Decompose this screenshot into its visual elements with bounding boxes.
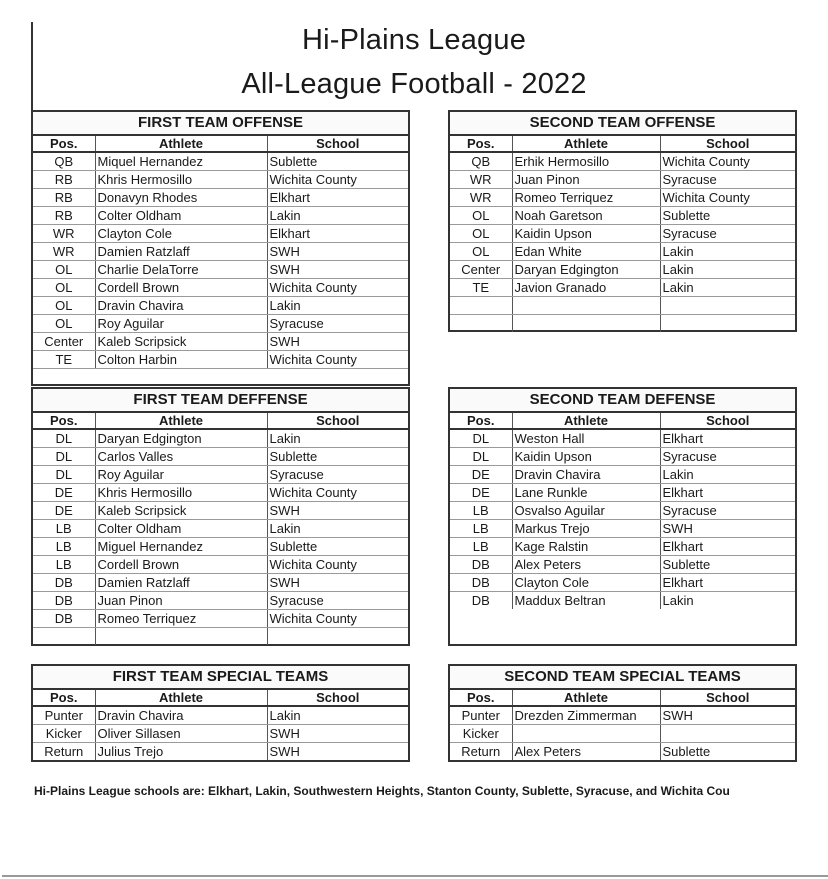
position-cell: QB [33, 152, 95, 171]
school-cell [660, 725, 795, 743]
section-title: FIRST TEAM OFFENSE [33, 112, 408, 136]
athlete-header: Athlete [95, 413, 267, 429]
athlete-header: Athlete [95, 136, 267, 152]
athlete-cell: Donavyn Rhodes [95, 189, 267, 207]
school-cell: Wichita County [267, 556, 408, 574]
position-cell: DE [450, 466, 512, 484]
athlete-cell: Damien Ratzlaff [95, 574, 267, 592]
position-cell: DL [33, 448, 95, 466]
table-row [33, 725, 408, 743]
table-row [33, 448, 408, 466]
school-cell: Elkhart [660, 429, 795, 448]
position-cell: LB [33, 538, 95, 556]
athlete-cell [512, 297, 660, 315]
school-cell: SWH [660, 706, 795, 725]
position-cell: DB [450, 574, 512, 592]
school-cell: Syracuse [267, 315, 408, 333]
table-row [33, 743, 408, 761]
roster-table [33, 690, 408, 760]
athlete-header: Athlete [512, 690, 660, 706]
athlete-cell: Roy Aguilar [95, 315, 267, 333]
athlete-cell: Erhik Hermosillo [512, 152, 660, 171]
school-cell: Syracuse [267, 466, 408, 484]
athlete-header: Athlete [512, 413, 660, 429]
school-cell: Lakin [662, 593, 694, 608]
athlete-cell: Juan Pinon [512, 171, 660, 189]
position-cell: RB [33, 189, 95, 207]
position-cell: Return [450, 743, 512, 761]
section-title: FIRST TEAM SPECIAL TEAMS [33, 666, 408, 690]
athlete-cell: Cordell Brown [95, 556, 267, 574]
school-cell: Wichita County [267, 484, 408, 502]
table-row [450, 484, 795, 502]
position-cell: OL [450, 207, 512, 225]
roster-table [33, 136, 408, 386]
position-cell: DB [450, 556, 512, 574]
spacer-cell [33, 369, 408, 387]
athlete-header: Athlete [512, 136, 660, 152]
athlete-cell: Romeo Terriquez [512, 189, 660, 207]
school-cell: Sublette [662, 744, 711, 759]
table-row [33, 171, 408, 189]
table-row [33, 538, 408, 556]
school-cell: Sublette [267, 538, 408, 556]
table-row [33, 315, 408, 333]
section-title: SECOND TEAM SPECIAL TEAMS [450, 666, 795, 690]
table-row [33, 243, 408, 261]
athlete-cell: Weston Hall [512, 429, 660, 448]
table-row [450, 152, 795, 171]
athlete-cell: Miquel Hernandez [95, 152, 267, 171]
school-cell: Wichita County [267, 279, 408, 297]
section-title: FIRST TEAM DEFFENSE [33, 389, 408, 413]
athlete-cell: Clayton Cole [95, 225, 267, 243]
position-cell: Punter [33, 706, 95, 725]
school-header: School [660, 136, 795, 152]
athlete-cell: Markus Trejo [512, 520, 660, 538]
athlete-cell [512, 315, 660, 333]
position-cell: RB [33, 171, 95, 189]
position-cell [450, 297, 512, 315]
position-cell: OL [33, 315, 95, 333]
table-row [450, 502, 795, 520]
school-cell: Sublette [267, 152, 408, 171]
school-cell: Elkhart [660, 484, 795, 502]
school-cell: Lakin [660, 466, 795, 484]
position-cell: OL [450, 243, 512, 261]
athlete-cell: Dravin Chavira [512, 466, 660, 484]
position-cell: LB [450, 520, 512, 538]
table-row [450, 207, 795, 225]
school-cell: Syracuse [660, 225, 795, 243]
table-row [450, 448, 795, 466]
athlete-cell: Roy Aguilar [95, 466, 267, 484]
school-cell: Sublette [660, 207, 795, 225]
position-cell: DB [33, 610, 95, 628]
roster-table [450, 690, 795, 760]
table-row [33, 189, 408, 207]
document-subtitle: All-League Football - 2022 [241, 68, 587, 100]
section-title: SECOND TEAM OFFENSE [450, 112, 795, 136]
table-row [33, 152, 408, 171]
athlete-cell: Daryan Edgington [512, 261, 660, 279]
athlete-cell: Julius Trejo [95, 743, 267, 761]
school-cell [660, 315, 795, 333]
school-cell: Lakin [267, 207, 408, 225]
position-cell: OL [450, 225, 512, 243]
first-team-defense-table [31, 387, 410, 646]
school-cell: Syracuse [660, 448, 795, 466]
athlete-cell: Romeo Terriquez [95, 610, 267, 628]
second-team-offense-table [448, 110, 797, 332]
position-cell: DB [33, 592, 95, 610]
school-cell: Sublette [660, 556, 795, 574]
athlete-cell: Dravin Chavira [95, 297, 267, 315]
school-cell: Lakin [267, 297, 408, 315]
position-cell: WR [33, 243, 95, 261]
position-cell: TE [33, 351, 95, 369]
athlete-cell: Kaidin Upson [512, 448, 660, 466]
spacer-row [33, 369, 408, 387]
school-cell: Syracuse [660, 502, 795, 520]
roster-table [33, 413, 408, 645]
athlete-cell: Colter Oldham [95, 520, 267, 538]
table-row [33, 333, 408, 351]
athlete-cell: Clayton Cole [512, 574, 660, 592]
athlete-cell: Kaleb Scripsick [95, 333, 267, 351]
position-cell: DB [33, 574, 95, 592]
pos-header: Pos. [33, 413, 95, 429]
position-cell: Center [450, 261, 512, 279]
table-row [450, 429, 795, 448]
table-row [33, 556, 408, 574]
table-row [33, 297, 408, 315]
position-cell: DE [33, 502, 95, 520]
table-row [450, 171, 795, 189]
school-header: School [267, 136, 408, 152]
position-cell: WR [450, 189, 512, 207]
athlete-cell: Alex Peters [512, 743, 660, 761]
athlete-cell: Edan White [512, 243, 660, 261]
athlete-cell: Charlie DelaTorre [95, 261, 267, 279]
position-cell: Return [33, 743, 95, 761]
position-cell: RB [33, 207, 95, 225]
position-cell: DL [33, 429, 95, 448]
first-team-special-teams-table [31, 664, 410, 762]
school-cell [660, 297, 795, 315]
school-header: School [267, 413, 408, 429]
school-cell: SWH [267, 725, 408, 743]
position-cell: Center [33, 333, 95, 351]
table-row [33, 261, 408, 279]
school-cell: SWH [267, 502, 408, 520]
athlete-cell: Drezden Zimmerman [512, 706, 660, 725]
athlete-cell: Dravin Chavira [95, 706, 267, 725]
table-row [450, 225, 795, 243]
position-cell: DL [450, 429, 512, 448]
table-row [450, 297, 795, 315]
school-header: School [660, 413, 795, 429]
position-cell: DB [450, 592, 512, 610]
table-row [33, 574, 408, 592]
school-header: School [660, 690, 795, 706]
school-cell: Elkhart [267, 225, 408, 243]
athlete-cell [95, 628, 267, 646]
table-row [450, 243, 795, 261]
athlete-cell: Kaleb Scripsick [95, 502, 267, 520]
school-cell: Lakin [267, 520, 408, 538]
position-cell: LB [450, 502, 512, 520]
athlete-cell: Cordell Brown [95, 279, 267, 297]
position-cell: Punter [450, 706, 512, 725]
school-cell: SWH [267, 261, 408, 279]
school-cell [267, 628, 408, 646]
school-cell: Lakin [660, 243, 795, 261]
table-row [450, 592, 795, 610]
athlete-cell: Damien Ratzlaff [95, 243, 267, 261]
school-cell: Sublette [267, 448, 408, 466]
table-row [450, 520, 795, 538]
position-cell: LB [33, 520, 95, 538]
table-row [33, 351, 408, 369]
athlete-cell: Oliver Sillasen [95, 725, 267, 743]
school-cell: Lakin [267, 706, 408, 725]
school-cell: SWH [267, 333, 408, 351]
school-cell: Wichita County [267, 171, 408, 189]
position-cell: OL [33, 279, 95, 297]
table-row [450, 556, 795, 574]
table-row [450, 725, 795, 743]
athlete-cell: Daryan Edgington [95, 429, 267, 448]
athlete-cell: Lane Runkle [512, 484, 660, 502]
athlete-cell: Khris Hermosillo [95, 484, 267, 502]
position-cell: OL [33, 261, 95, 279]
table-row [450, 706, 795, 725]
table-row [450, 466, 795, 484]
position-cell: QB [450, 152, 512, 171]
table-row [450, 315, 795, 333]
school-cell: SWH [269, 744, 300, 759]
position-cell: TE [450, 279, 512, 297]
table-row [450, 261, 795, 279]
athlete-cell: Kaidin Upson [512, 225, 660, 243]
table-row [33, 610, 408, 628]
position-cell: LB [450, 538, 512, 556]
section-title: SECOND TEAM DEFENSE [450, 389, 795, 413]
position-cell: WR [450, 171, 512, 189]
position-cell: WR [33, 225, 95, 243]
table-row [33, 207, 408, 225]
footer-note: Hi-Plains League schools are: Elkhart, Lakin, Southwestern Heights, Stanton County, Sublette, Syracuse, and Wichita Cou [34, 784, 730, 798]
athlete-cell: Colton Harbin [95, 351, 267, 369]
position-cell: Kicker [33, 725, 95, 743]
table-row [33, 502, 408, 520]
league-title: Hi-Plains League [301, 24, 527, 56]
table-row [33, 225, 408, 243]
first-team-offense-table [31, 110, 410, 386]
school-cell: Syracuse [660, 171, 795, 189]
table-row [450, 743, 795, 761]
position-cell [33, 628, 95, 646]
school-cell: SWH [267, 574, 408, 592]
school-cell: Lakin [660, 279, 795, 297]
position-cell: DL [450, 448, 512, 466]
table-row [33, 628, 408, 646]
table-row [33, 279, 408, 297]
table-row [450, 189, 795, 207]
table-row [33, 429, 408, 448]
school-cell: SWH [660, 520, 795, 538]
table-row [33, 466, 408, 484]
roster-table [450, 413, 795, 609]
second-team-special-teams-table [448, 664, 797, 762]
school-cell: Lakin [267, 429, 408, 448]
pos-header: Pos. [450, 690, 512, 706]
athlete-cell: Carlos Valles [95, 448, 267, 466]
position-cell: DL [33, 466, 95, 484]
school-cell: SWH [267, 243, 408, 261]
pos-header: Pos. [33, 136, 95, 152]
athlete-cell: Alex Peters [512, 556, 660, 574]
athlete-cell [512, 725, 660, 743]
table-row [450, 279, 795, 297]
school-cell: Wichita County [267, 610, 408, 628]
athlete-cell: Khris Hermosillo [95, 171, 267, 189]
second-team-defense-table [448, 387, 797, 646]
page-bottom-edge [2, 875, 828, 877]
school-cell: Elkhart [267, 189, 408, 207]
athlete-cell: Osvalso Aguilar [512, 502, 660, 520]
school-cell: Elkhart [660, 538, 795, 556]
athlete-cell: Colter Oldham [95, 207, 267, 225]
athlete-cell: Maddux Beltran [512, 592, 660, 610]
table-row [450, 538, 795, 556]
athlete-cell: Juan Pinon [95, 592, 267, 610]
pos-header: Pos. [450, 413, 512, 429]
position-cell: Kicker [450, 725, 512, 743]
table-row [33, 592, 408, 610]
position-cell: OL [33, 297, 95, 315]
table-row [450, 574, 795, 592]
athlete-header: Athlete [95, 690, 267, 706]
school-cell: Syracuse [267, 592, 408, 610]
school-header: School [267, 690, 408, 706]
position-cell: DE [450, 484, 512, 502]
position-cell: DE [33, 484, 95, 502]
school-cell: Wichita County [267, 351, 408, 369]
athlete-cell: Miguel Hernandez [95, 538, 267, 556]
pos-header: Pos. [450, 136, 512, 152]
school-cell: Lakin [660, 261, 795, 279]
table-row [33, 520, 408, 538]
roster-table [450, 136, 795, 332]
school-cell: Elkhart [660, 574, 795, 592]
position-cell [450, 315, 512, 333]
athlete-cell: Javion Granado [512, 279, 660, 297]
table-row [33, 706, 408, 725]
school-cell: Wichita County [660, 152, 795, 171]
pos-header: Pos. [33, 690, 95, 706]
school-cell: Wichita County [660, 189, 795, 207]
athlete-cell: Kage Ralstin [512, 538, 660, 556]
athlete-cell: Noah Garetson [512, 207, 660, 225]
position-cell: LB [33, 556, 95, 574]
table-row [33, 484, 408, 502]
